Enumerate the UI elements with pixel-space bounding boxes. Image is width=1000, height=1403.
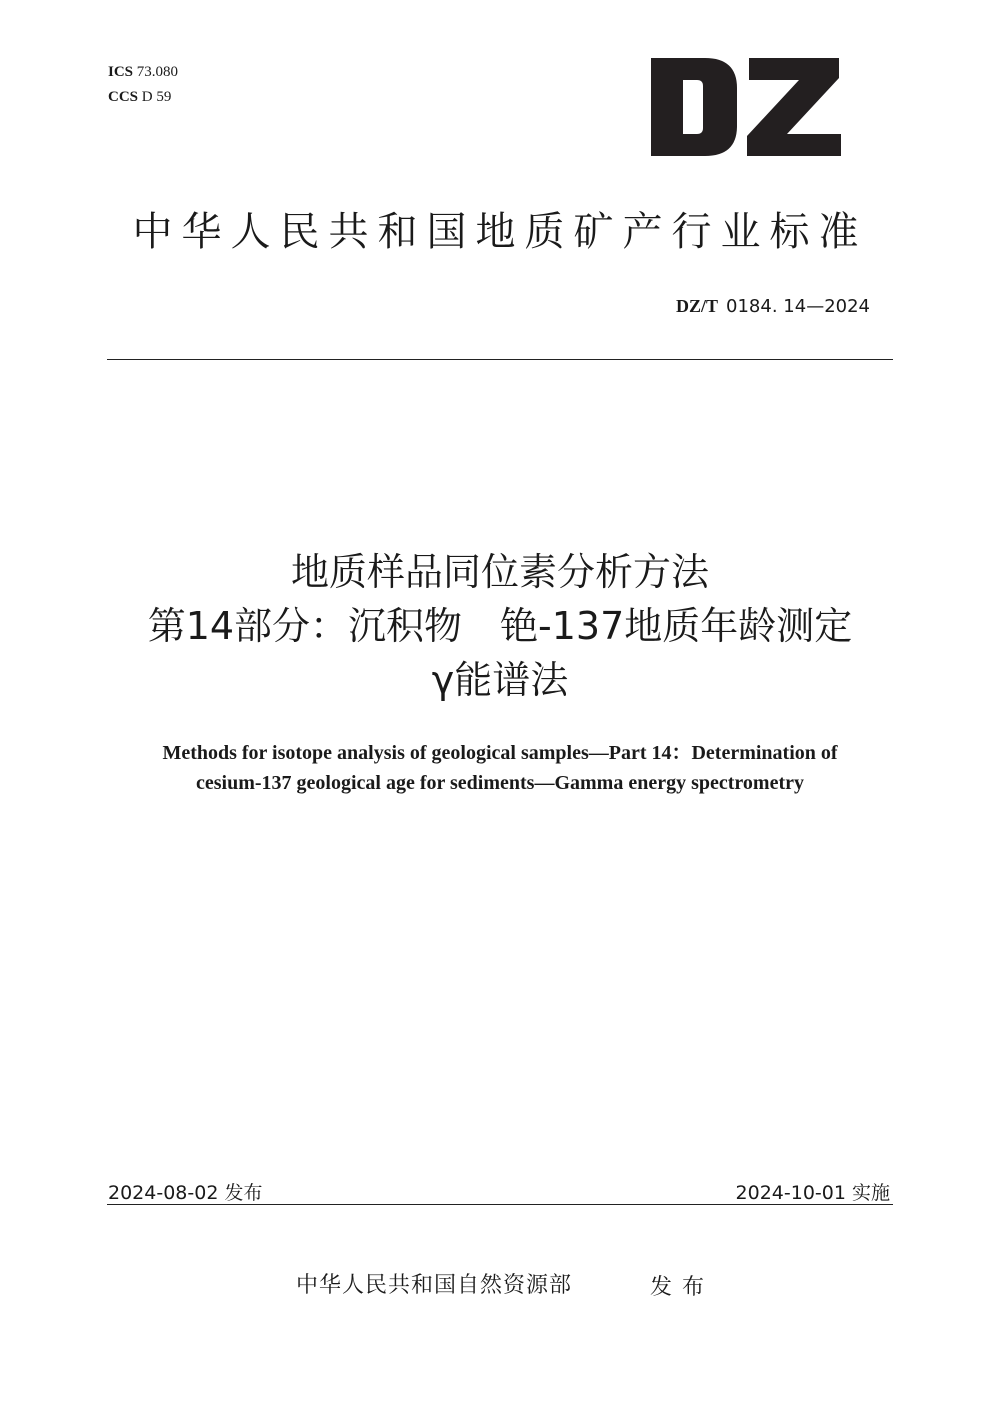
dz-logo — [651, 58, 841, 156]
issue-label: 发布 — [650, 1275, 715, 1300]
bottom-divider — [107, 1204, 893, 1205]
standard-number — [676, 296, 870, 317]
implementation-date: 2024-10-01 实施 — [735, 1182, 890, 1204]
ccs-label: CCS — [108, 89, 139, 105]
ccs-code — [108, 85, 178, 110]
ics-code — [108, 60, 178, 85]
standard-number-value: 0184. 14—2024 — [726, 296, 870, 317]
standard-number-prefix: DZ/T — [676, 296, 719, 316]
issuing-authority: 中华人民共和国自然资源部 — [296, 1273, 573, 1298]
english-title — [0, 738, 1000, 798]
ics-label: ICS — [108, 64, 134, 80]
english-title-line-2: cesium-137 geological age for sediments—Gamma energy spectrometry — [196, 772, 804, 794]
document-title-line-1: 地质样品同位素分析方法 — [290, 550, 709, 594]
release-date: 2024-08-02 发布 — [108, 1182, 263, 1204]
english-title-line-1: Methods for isotope analysis of geological samples—Part 14：Determination of — [162, 742, 838, 764]
document-title-line-2: 第14部分：沉积物 铯-137地质年龄测定 — [147, 604, 853, 648]
ccs-value: D 59 — [141, 89, 172, 105]
top-divider — [107, 359, 893, 360]
ics-value: 73.080 — [136, 64, 179, 80]
document-title-line-3: γ能谱法 — [431, 658, 569, 702]
classification-codes — [108, 60, 178, 110]
standard-category-title: 中华人民共和国地质矿产行业标准 — [132, 209, 868, 255]
